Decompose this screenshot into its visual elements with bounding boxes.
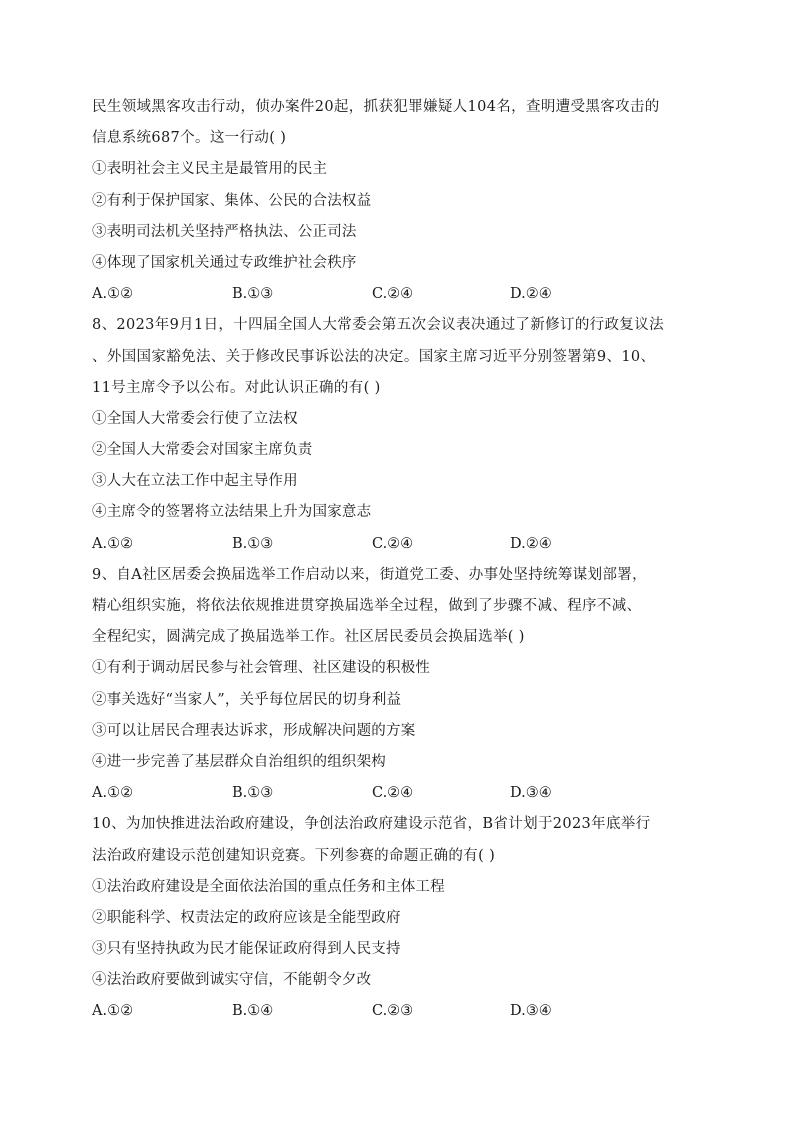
question-9-statement-2: ②事关选好“当家人”，关乎每位居民的切身利益 [92, 691, 402, 708]
question-10-option-b[interactable]: B.①④ [232, 1003, 274, 1020]
question-7-option-b[interactable]: B.①③ [232, 286, 274, 303]
question-9-statement-1: ①有利于调动居民参与社会管理、社区建设的积极性 [92, 660, 431, 677]
question-8-statement-1: ①全国人大常委会行使了立法权 [92, 410, 298, 427]
question-9-statement-3: ③可以让居民合理表达诉求，形成解决问题的方案 [92, 722, 416, 739]
exam-page [92, 92, 712, 1028]
question-7 [92, 92, 712, 310]
question-9-statement-4: ④进一步完善了基层群众自治组织的组织架构 [92, 753, 386, 770]
question-10-option-c[interactable]: C.②③ [372, 1003, 414, 1020]
question-8-option-a[interactable]: A.①② [92, 535, 134, 552]
question-8-option-c[interactable]: C.②④ [372, 535, 414, 552]
question-7-option-a[interactable]: A.①② [92, 286, 134, 303]
question-8-option-b[interactable]: B.①③ [232, 535, 274, 552]
question-7-statement-2: ②有利于保护国家、集体、公民的合法权益 [92, 192, 372, 209]
question-9-stem-line: 精心组织实施，将依法依规推进贯穿换届选举全过程，做到了步骤不减、程序不减、 [92, 598, 642, 614]
question-10-stem-line: 法治政府建设示范创建知识竞赛。下列参赛的命题正确的有( ) [92, 847, 496, 864]
question-7-option-d[interactable]: D.②④ [510, 286, 552, 303]
question-7-option-c[interactable]: C.②④ [372, 286, 414, 303]
question-10-statement-4: ④法治政府要做到诚实守信，不能朝令夕改 [92, 972, 372, 989]
question-10-stem-line: 10、为加快推进法治政府建设，争创法治政府建设示范省，B省计划于2023年底举行 [92, 816, 651, 833]
question-7-stem-line: 民生领域黑客攻击行动，侦办案件20起，抓获犯罪嫌疑人104名，查明遭受黑客攻击的 [92, 99, 660, 115]
question-9-options [92, 778, 712, 809]
question-9-option-c[interactable]: C.②④ [372, 785, 414, 802]
question-10-statement-2: ②职能科学、权责法定的政府应该是全能型政府 [92, 909, 401, 926]
question-8-statement-3: ③人大在立法工作中起主导作用 [92, 473, 298, 490]
question-8-stem-line: 11号主席令予以公布。对此认识正确的有( ) [92, 379, 381, 396]
question-8-options [92, 529, 712, 560]
question-9 [92, 560, 712, 810]
question-8-option-d[interactable]: D.②④ [510, 535, 552, 552]
question-9-stem-line: 9、自A社区居委会换届选举工作启动以来，街道党工委、办事处坚持统筹谋划部署， [92, 566, 647, 583]
question-7-options [92, 279, 712, 310]
question-8-stem-line: 、外国国家豁免法、关于修改民事诉讼法的决定。国家主席习近平分别签署第9、10、 [92, 348, 656, 365]
question-10 [92, 809, 712, 1027]
question-8-statement-4: ④主席令的签署将立法结果上升为国家意志 [92, 504, 372, 521]
question-10-option-a[interactable]: A.①② [92, 1003, 134, 1020]
question-8-statement-2: ②全国人大常委会对国家主席负责 [92, 442, 313, 459]
question-9-option-d[interactable]: D.③④ [510, 785, 552, 802]
question-9-option-a[interactable]: A.①② [92, 785, 134, 802]
question-9-stem-line: 全程纪实，圆满完成了换届选举工作。社区居民委员会换届选举( ) [92, 629, 525, 646]
question-10-statement-3: ③只有坚持执政为民才能保证政府得到人民支持 [92, 941, 401, 958]
question-9-option-b[interactable]: B.①③ [232, 785, 274, 802]
question-7-statement-1: ①表明社会主义民主是最管用的民主 [92, 161, 328, 178]
question-10-options [92, 996, 712, 1027]
question-10-statement-1: ①法治政府建设是全面依法治国的重点任务和主体工程 [92, 878, 445, 895]
question-8 [92, 310, 712, 560]
question-10-option-d[interactable]: D.③④ [510, 1003, 552, 1020]
question-7-stem-line: 信息系统687个。这一行动( ) [92, 130, 287, 147]
question-8-stem-line: 8、2023年9月1日，十四届全国人大常委会第五次会议表决通过了新修订的行政复议法 [92, 317, 664, 334]
question-7-statement-3: ③表明司法机关坚持严格执法、公正司法 [92, 223, 357, 240]
question-7-statement-4: ④体现了国家机关通过专政维护社会秩序 [92, 254, 357, 271]
